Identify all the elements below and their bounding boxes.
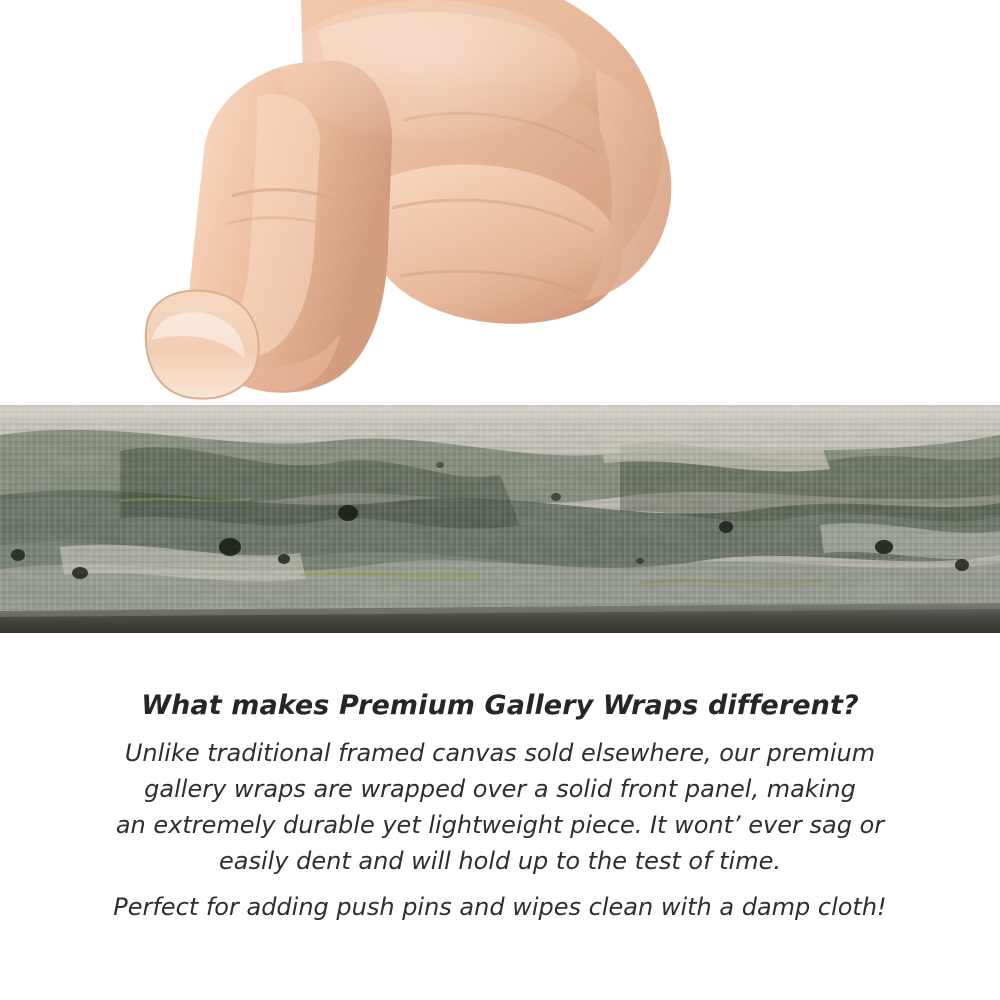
caption-line-1: Unlike traditional framed canvas sold elsewhere, our premium [124, 739, 876, 767]
caption-line-4: easily dent and will hold up to the test of time. [218, 847, 781, 875]
caption-block [0, 690, 1000, 925]
strip-bottom-gap [0, 633, 1000, 640]
hand-pressing-canvas-illustration [0, 0, 1000, 410]
canvas-top-highlight [0, 405, 1000, 419]
caption-last-line: Perfect for adding push pins and wipes clean with a damp cloth! [113, 893, 887, 921]
caption-line-2: gallery wraps are wrapped over a solid front panel, making [144, 775, 856, 803]
hand-graphic [0, 0, 1000, 410]
caption-title: What makes Premium Gallery Wraps different? [141, 690, 859, 721]
caption-line-3: an extremely durable yet lightweight piece. It wont’ ever sag or [115, 811, 885, 839]
canvas-strip-graphic [0, 405, 1000, 640]
canvas-edge-strip [0, 405, 1000, 640]
canvas-weave [0, 405, 1000, 618]
hand-light [280, 0, 580, 140]
